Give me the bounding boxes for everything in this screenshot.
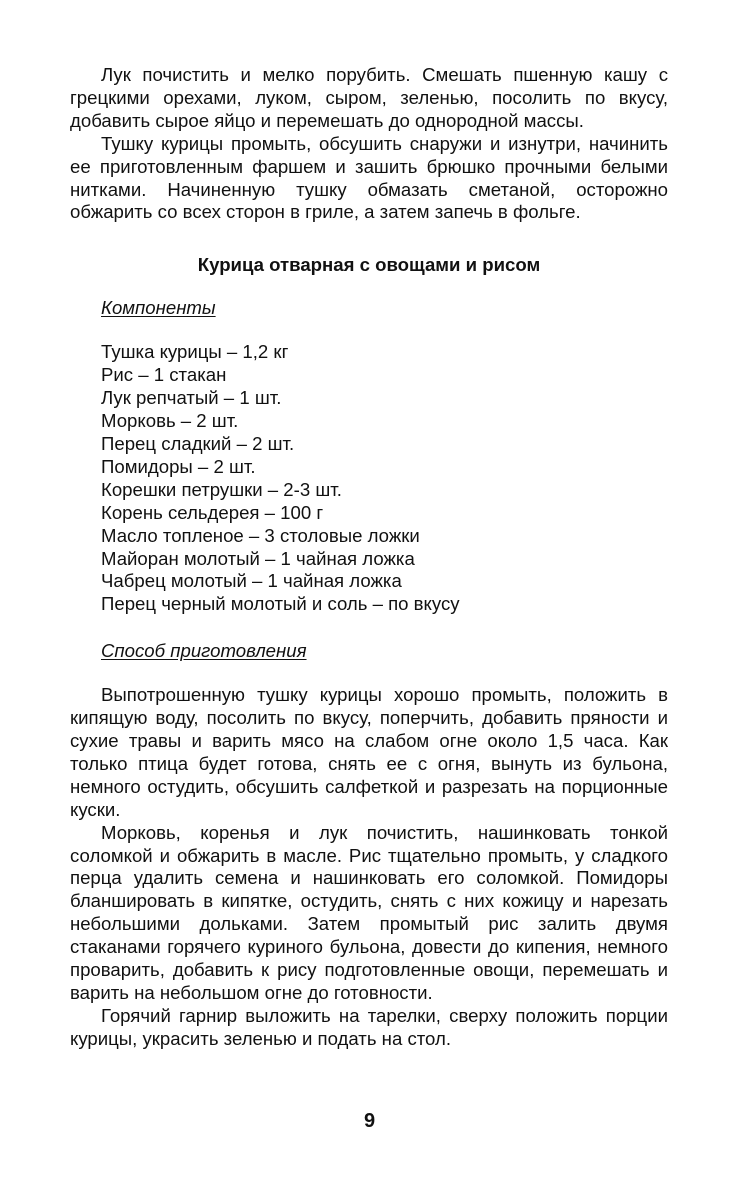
ingredient-item: Перец сладкий – 2 шт. bbox=[101, 432, 295, 454]
ingredient-item: Чабрец молотый – 1 чайная ложка bbox=[101, 570, 402, 592]
ingredient-item: Майоран молотый – 1 чайная ложка bbox=[101, 547, 415, 569]
ingredient-item: Морковь – 2 шт. bbox=[101, 410, 239, 432]
ingredient-item: Перец черный молотый и соль – по вкусу bbox=[101, 593, 460, 615]
ingredient-item: Тушка курицы – 1,2 кг bbox=[101, 341, 289, 363]
page-number: 9 bbox=[363, 1110, 376, 1132]
method-paragraph-1: Выпотрошенную тушку курицы хорошо промыть, положить в кипящую воду, посолить по вкусу, поперчить, добавить пряности и сухие травы и варить мясо на слабом огне около 1,5 часа. Как только птица будет готова, снять ее с огня, вынуть из бульона, немного остудить, обсушить салфеткой и разрезать на порционные куски. bbox=[70, 684, 668, 820]
ingredient-item: Лук репчатый – 1 шт. bbox=[101, 387, 282, 409]
ingredient-item: Помидоры – 2 шт. bbox=[101, 455, 256, 477]
method-body bbox=[70, 684, 668, 1051]
intro-paragraph-2: Тушку курицы промыть, обсушить снаружи и изнутри, начинить ее приготовленным фаршем и зашить брюшко прочными белыми нитками. Начиненную тушку обмазать сметаной, осторожно обжарить со всех сторон в гриле, а затем запечь в фольге. bbox=[70, 132, 668, 223]
ingredient-item: Рис – 1 стакан bbox=[101, 364, 227, 386]
method-paragraph-2: Морковь, коренья и лук почистить, нашинковать тонкой соломкой и обжарить в масле. Рис тщательно промыть, у сладкого перца удалить семена и нашинковать его соломкой. Помидоры бланшировать в кипятке, остудить, снять с них кожицу и нарезать небольшими дольками. Затем промытый рис залить двумя стаканами горячего куриного бульона, довести до кипения, немного проварить, добавить к рису подготовленные овощи, перемешать и варить на небольшом огне до готовности. bbox=[70, 821, 668, 1003]
intro-paragraph-1: Лук почистить и мелко порубить. Смешать пшенную кашу с грецкими орехами, луком, сыром, зеленью, посолить по вкусу, добавить сырое яйцо и перемешать до однородной массы. bbox=[70, 64, 668, 131]
components-label: Компоненты bbox=[101, 297, 216, 319]
recipe-title: Курица отварная с овощами и рисом bbox=[197, 254, 541, 276]
page-content bbox=[70, 64, 668, 1051]
ingredient-list bbox=[101, 341, 668, 616]
method-paragraph-3: Горячий гарнир выложить на тарелки, сверху положить порции курицы, украсить зеленью и подать на стол. bbox=[70, 1004, 668, 1049]
ingredient-item: Корешки петрушки – 2-3 шт. bbox=[101, 478, 342, 500]
ingredient-item: Корень сельдерея – 100 г bbox=[101, 501, 324, 523]
method-label: Способ приготовления bbox=[101, 640, 307, 662]
ingredient-item: Масло топленое – 3 столовые ложки bbox=[101, 524, 420, 546]
